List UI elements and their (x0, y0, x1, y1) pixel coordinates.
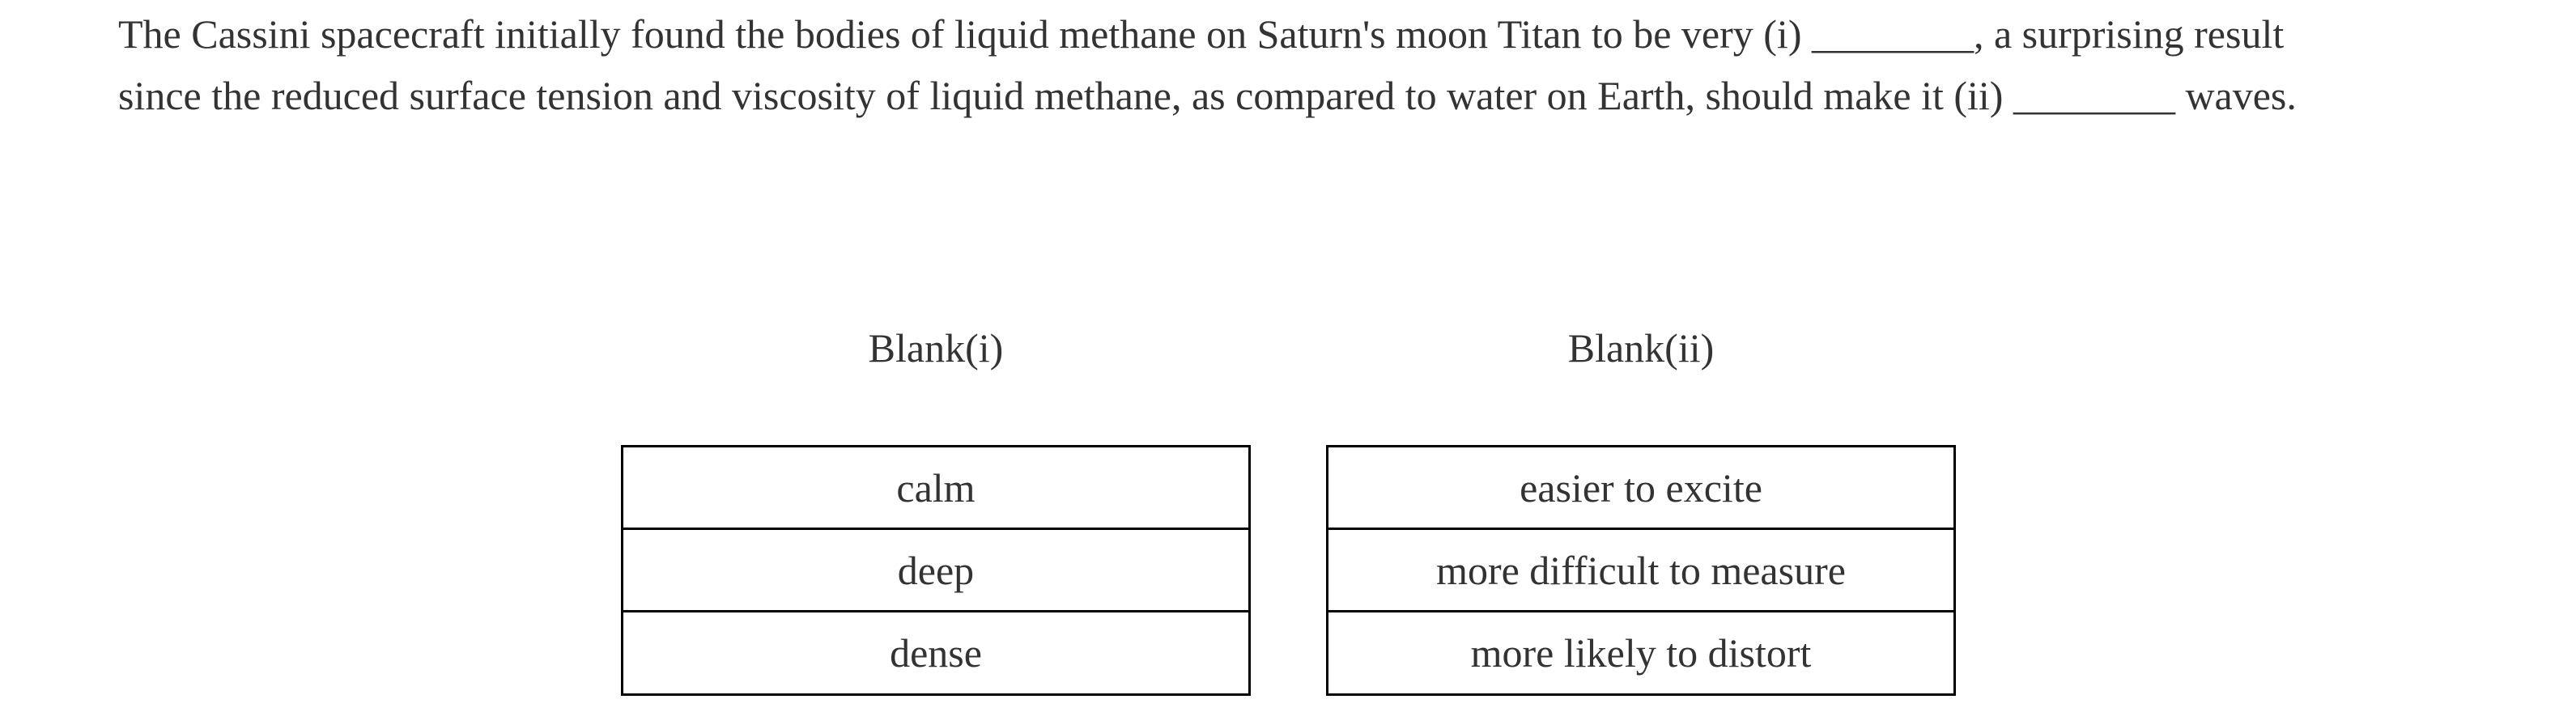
question-text (118, 3, 2482, 126)
blank-i-column (621, 324, 1251, 696)
blank-i-option-deep[interactable]: deep (623, 530, 1248, 612)
question-line-1: The Cassini spacecraft initially found the bodies of liquid methane on Saturn's moon Titan to be very (i) ________, a surprising result (118, 11, 2285, 57)
blank-i-option-calm[interactable]: calm (623, 447, 1248, 530)
blank-ii-heading: Blank(ii) (1567, 325, 1715, 371)
blank-i-choices (621, 445, 1251, 696)
blank-ii-option-more-difficult-to-measure[interactable]: more difficult to measure (1328, 530, 1953, 612)
blank-ii-option-more-likely-to-distort[interactable]: more likely to distort (1470, 630, 1812, 676)
question-line-2: since the reduced surface tension and viscosity of liquid methane, as compared to water on Earth, should make it (ii) ________ waves. (118, 73, 2297, 118)
blank-i-option-dense[interactable]: dense (890, 630, 982, 676)
blank-ii-option-easier-to-excite[interactable]: easier to excite (1328, 447, 1953, 530)
blank-ii-column (1326, 324, 1956, 696)
blank-i-heading: Blank(i) (868, 325, 1004, 371)
blank-ii-choices (1326, 445, 1956, 696)
